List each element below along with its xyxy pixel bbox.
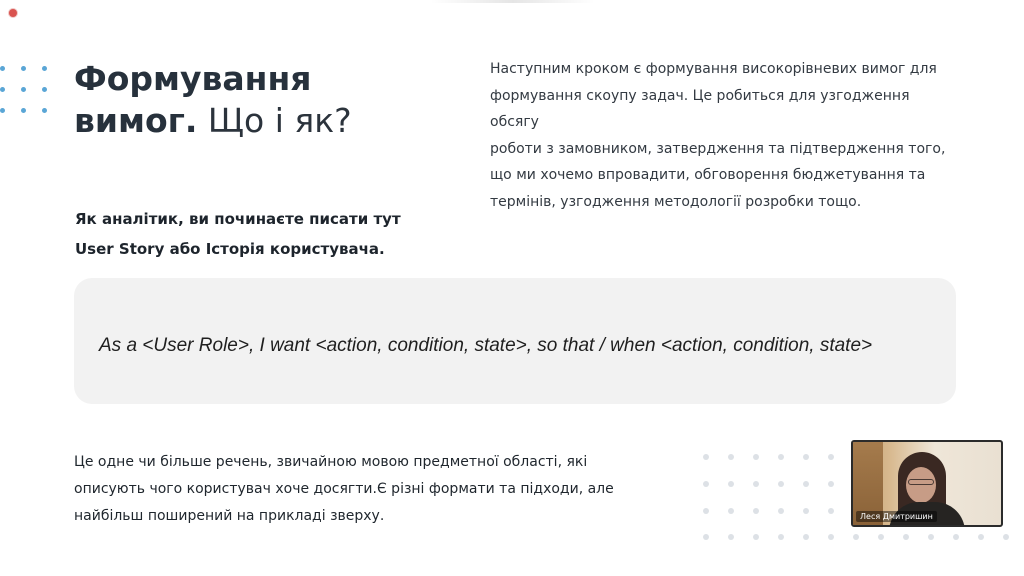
analyst-subheading <box>75 204 401 264</box>
recording-indicator-icon <box>9 9 17 17</box>
body-line: найбільш поширений на прикладі зверху. <box>74 508 385 524</box>
subhead-line: User Story або Історія користувача. <box>75 240 385 258</box>
participant-face <box>906 467 936 503</box>
participant-name-label: Леся Дмитришин <box>856 511 937 522</box>
top-toolbar-shadow <box>430 0 595 3</box>
user-story-template: As a <User Role>, I want <action, condition, state>, so that / when <action, condition, state> <box>99 335 873 356</box>
body-line: Це одне чи більше речень, звичайною мовою предметної області, які <box>74 454 588 470</box>
slide-title-line1: Формування <box>74 59 312 98</box>
participant-glasses <box>908 479 934 485</box>
decorative-dot-grid <box>0 66 52 118</box>
slide-title-line2: вимог. <box>74 101 198 140</box>
intro-line: що ми хочемо впровадити, обговорення бюджетування та <box>490 167 926 183</box>
intro-line: Наступним кроком є формування високорівневих вимог для <box>490 61 937 77</box>
subhead-line: Як аналітик, ви починаєте писати тут <box>75 210 401 228</box>
intro-paragraph <box>490 56 960 215</box>
intro-line: роботи з замовником, затвердження та підтвердження того, <box>490 140 946 157</box>
intro-line: формування скоупу задач. Це робиться для узгодження обсягу <box>490 87 910 130</box>
body-line: описують чого користувач хоче досягти.Є різні формати та підходи, але <box>74 481 614 497</box>
user-story-template-box <box>74 278 956 404</box>
intro-line: термінів, узгодження методології розробки тощо. <box>490 193 862 210</box>
participant-video-tile[interactable] <box>851 440 1003 527</box>
slide-title-question: Що і як? <box>197 101 352 140</box>
body-paragraph <box>74 449 654 530</box>
slide-title <box>74 58 352 142</box>
